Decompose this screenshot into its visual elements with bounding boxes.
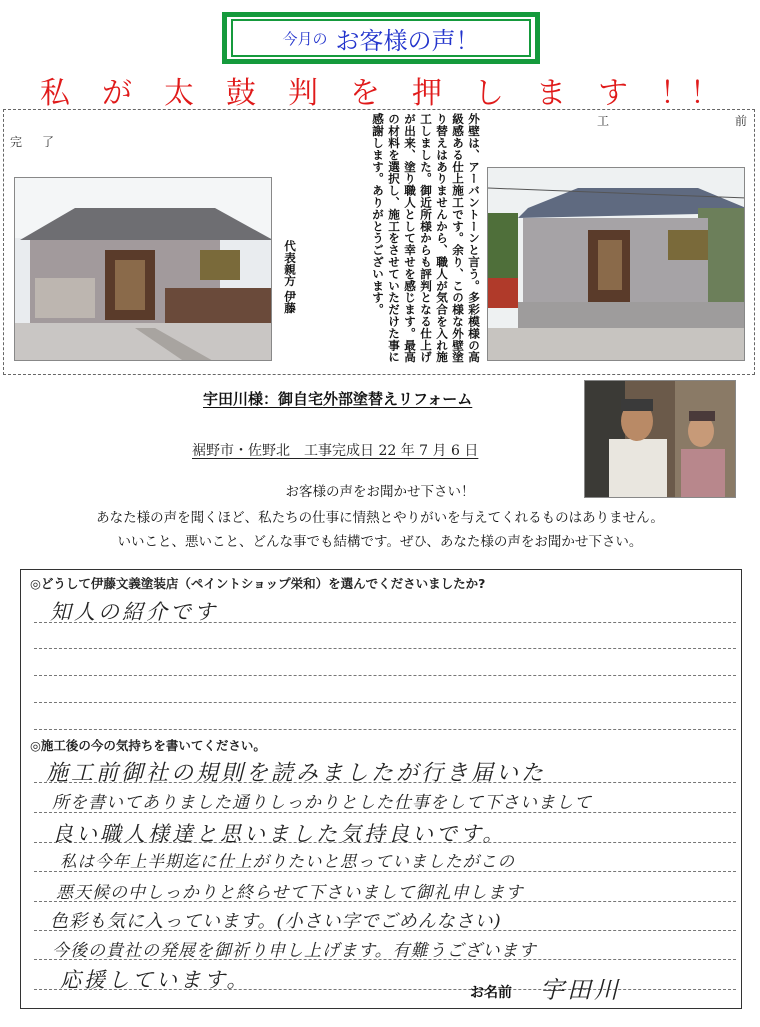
craftsman-comment: 外壁は、アーバントーンと言う。多彩模様の高級感ある仕上施工です。余り、この様な外壁塗り替えはありませんから、職人が気合を入れ施工しました。御近所様からも評判となる仕上げが出来、塗り職人として幸せを感じます。最高の材料を選択し、施工をさせていただけた事に感謝します。ありがとうございます。 xyxy=(371,113,481,363)
title-inner xyxy=(231,19,531,57)
headline-char: す xyxy=(598,76,628,111)
craftsman-signature: 代表親方 伊藤 xyxy=(283,240,297,314)
answer-2-line: 今後の貴社の発展を御祈り申し上げます。有難うございます xyxy=(52,941,537,961)
answer-2-line: 応援しています。 xyxy=(60,968,251,992)
answer-line xyxy=(34,675,736,676)
answer-line xyxy=(34,729,736,730)
headline-char: 太 xyxy=(164,76,194,111)
headline xyxy=(40,70,720,110)
answer-2-line: 良い職人様達と思いました気持良いです。 xyxy=(52,822,507,846)
headline-char: 私 xyxy=(40,76,70,111)
customer-name: 宇田川 xyxy=(540,976,621,1004)
headline-char: が xyxy=(102,76,132,111)
answer-1: 知人の紹介です xyxy=(50,600,218,624)
answer-2-line: 施工前御社の規則を読みましたが行き届いた xyxy=(46,761,547,786)
project-info: 裾野市・佐野北 工事完成日 22 年 7 月 6 日 xyxy=(192,443,479,459)
title-small: 今月の xyxy=(282,29,328,48)
house-photo-after xyxy=(14,177,272,361)
caption-before-right: 前 xyxy=(734,114,747,128)
answer-line xyxy=(34,702,736,703)
house-photo-before xyxy=(487,167,745,361)
caption-after: 完了 xyxy=(10,135,75,149)
message-request: お客様の声をお聞かせ下さい！ xyxy=(285,484,475,500)
headline-char: ま xyxy=(536,76,566,111)
headline-char: 鼓 xyxy=(226,76,256,111)
message-body-1: あなた様の声を聞くほど、私たちの仕事に情熱とやりがいを与えてくれるものはありません。 xyxy=(96,510,664,526)
caption-before-left: 工 xyxy=(597,114,610,128)
headline-char: を xyxy=(350,76,380,111)
headline-char: し xyxy=(474,76,504,111)
answer-line xyxy=(34,648,736,649)
question-2: ◎施工後の今の気持ちを書いてください。 xyxy=(30,738,266,753)
answer-2-line: 私は今年上半期迄に仕上がりたいと思っていましたがこの xyxy=(60,852,515,871)
page-title: お客様の声！ xyxy=(335,26,480,55)
headline-char: ！！ xyxy=(660,76,720,111)
answer-2-line: 色彩も気に入っています。(小さい字でごめんなさい) xyxy=(50,911,502,932)
caption-before xyxy=(597,112,747,129)
headline-char: 押 xyxy=(412,76,442,111)
answer-2-line: 悪天候の中しっかりと終らせて下さいまして御礼申します xyxy=(56,883,524,903)
title-box xyxy=(222,12,540,64)
question-1: ◎どうして伊藤文義塗装店（ペイントショップ栄和）を選んでくださいましたか? xyxy=(30,576,486,591)
name-label: お名前 xyxy=(470,985,512,1001)
headline-char: 判 xyxy=(288,76,318,111)
answer-2-line: 所を書いてありました通りしっかりとした仕事をして下さいまして xyxy=(52,793,592,813)
project-name: 宇田川様：御自宅外部塗替えリフォーム xyxy=(203,390,473,408)
message-body-2: いいこと、悪いこと、どんな事でも結構です。ぜひ、あなた様の声をお聞かせ下さい。 xyxy=(117,534,643,550)
